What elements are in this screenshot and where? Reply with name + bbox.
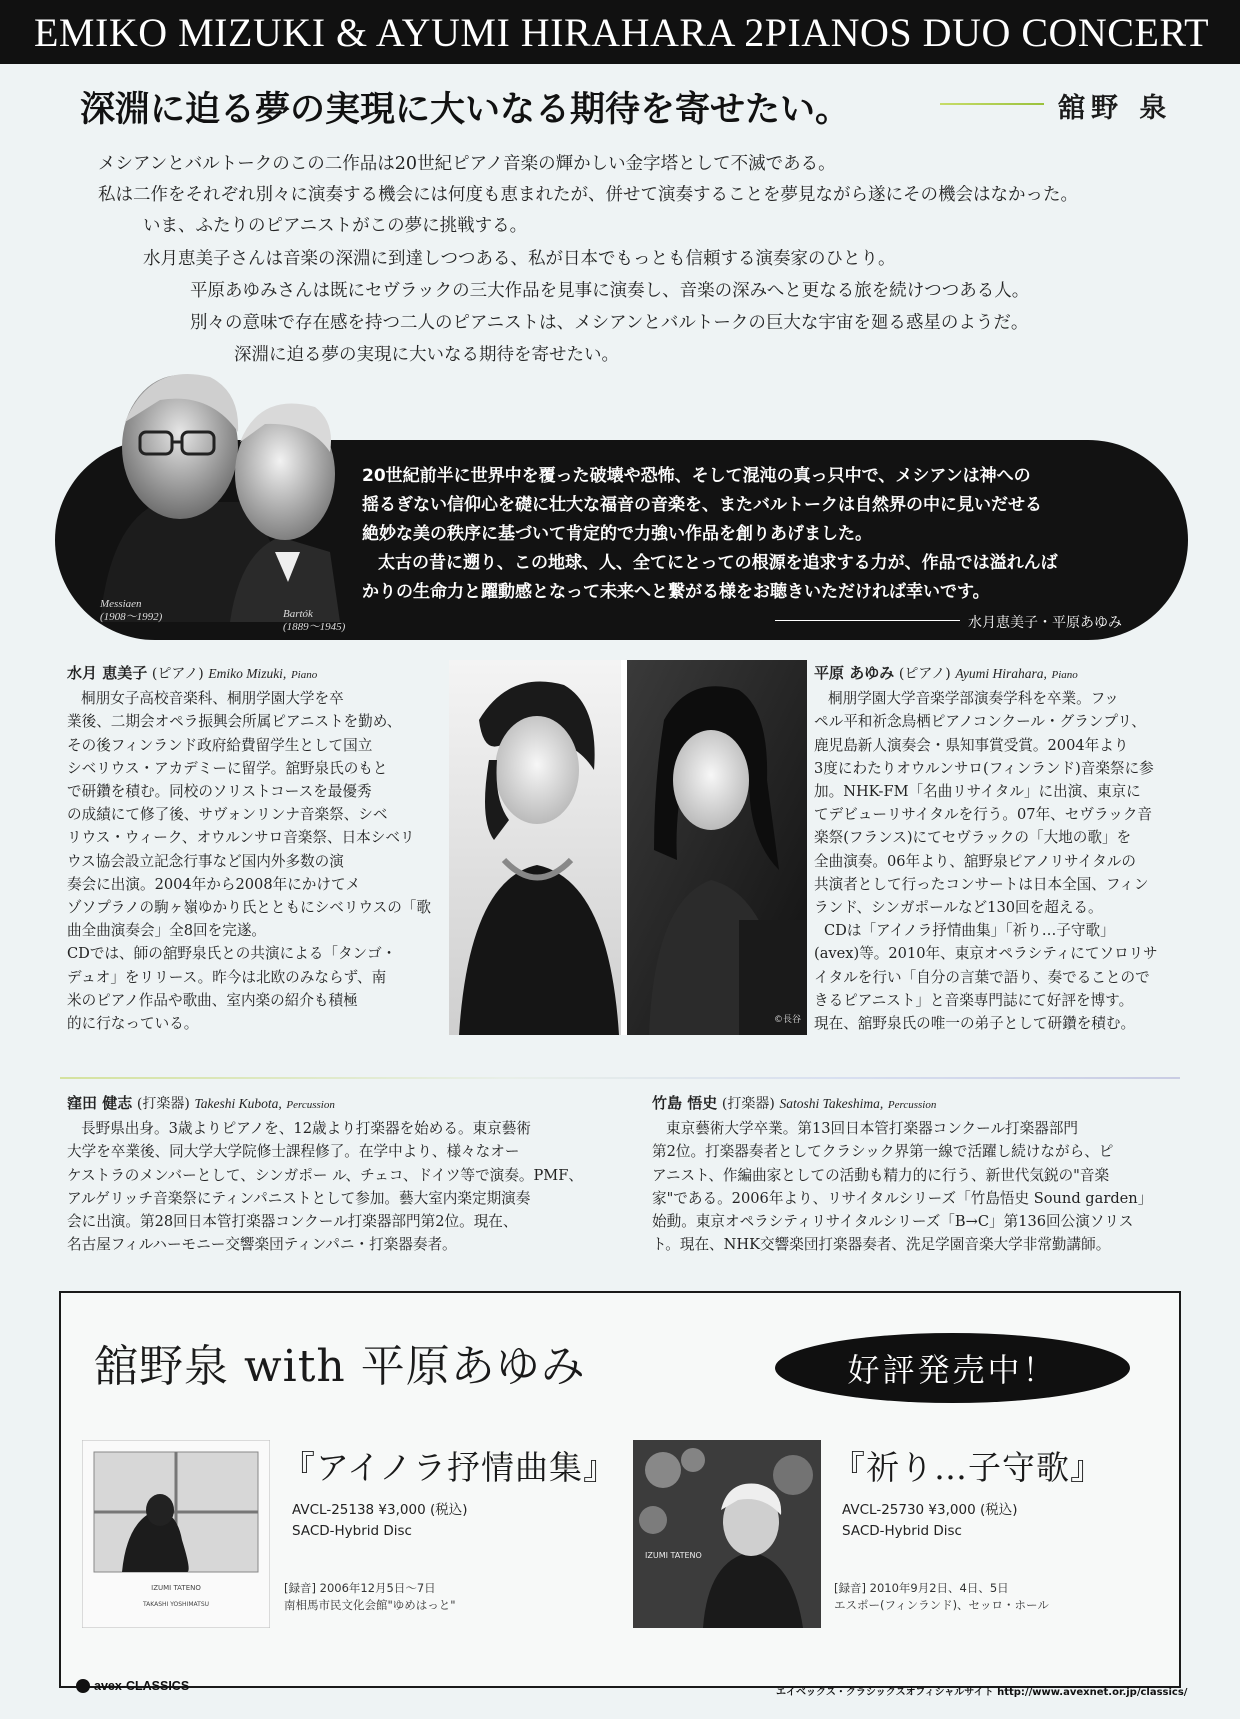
bio-line: ケストラのメンバーとして、シンガポー ル、チェコ、ドイツ等で演奏。PMF、 (67, 1166, 583, 1184)
bio-line: 東京藝術大学卒業。第13回日本管打楽器コンクール打楽器部門 (666, 1120, 1079, 1138)
bio-line: ランド、シンガポールなど130回を超える。 (814, 899, 1103, 917)
performer-roman-role: Piano (290, 669, 318, 681)
bio-line: 楽祭(フランス)にてセヴラックの「大地の歌」を (814, 829, 1132, 847)
bio-line: 始動。東京オペラシティリサイタルシリーズ「B→C」第136回公演ソリス (652, 1213, 1134, 1231)
quote-line: かりの生命力と躍動感となって未来へと繋がる様をお聴きいただければ幸いです。 (362, 582, 990, 602)
quote-sign-rule (775, 620, 960, 621)
quote-line: 20世紀前半に世界中を覆った破壊や恐怖、そして混沌の真っ只中で、メシアンは神への (362, 466, 1031, 486)
cd-format: SACD-Hybrid Disc (292, 1523, 412, 1539)
performer-role: (打楽器) (721, 1096, 775, 1112)
performer-role: (ピアノ) (151, 666, 204, 682)
intro-line: 水月恵美子さんは音楽の深淵に到達しつつある、私が日本でもっとも信頼する演奏家のひとり。 (143, 249, 896, 269)
bio-line: てデビューリサイタルを行う。07年、セヴラック音 (814, 806, 1153, 824)
intro-line: 深淵に迫る夢の実現に大いなる期待を寄せたい。 (234, 345, 619, 365)
bio-line: ゾソプラノの駒ヶ嶺ゆかり氏とともにシベリウスの「歌 (67, 899, 431, 917)
bio-line: ト。現在、NHK交響楽団打楽器奏者、洗足学園音楽大学非常勤講師。 (652, 1236, 1111, 1254)
performer-role: (ピアノ) (898, 666, 951, 682)
cd-recording-inori (834, 1580, 1049, 1614)
bio-line: ペル平和祈念鳥栖ピアノコンクール・グランプリ、 (814, 713, 1146, 731)
label-logo[interactable] (76, 1679, 189, 1693)
performer-role: (打楽器) (136, 1096, 190, 1112)
label-logo-text: avex-CLASSICS (94, 1679, 190, 1693)
cd-format: SACD-Hybrid Disc (842, 1523, 962, 1539)
quote-text (362, 462, 1142, 607)
photo-credit: ©長谷 (774, 1015, 802, 1025)
bartok-years: (1889〜1945) (283, 621, 346, 633)
cd-code-price: AVCL-25138 ¥3,000 (税込) (292, 1502, 468, 1518)
bio-line: CDでは、師の舘野泉氏との共演による「タンゴ・ (67, 945, 397, 963)
bio-line: 米のピアノ作品や歌曲、室内楽の紹介も積極 (67, 991, 358, 1009)
performer-name: 水月 恵美子 (67, 664, 148, 682)
performers-photo (449, 660, 807, 1035)
bio-line: 会に出演。第28回日本管打楽器コンクール打楽器部門第2位。現在、 (67, 1213, 518, 1231)
bio-line: 長野県出身。3歳よりピアノを、12歳より打楽器を始める。東京藝術 (81, 1120, 531, 1138)
quote-signature: 水月恵美子・平原あゆみ (968, 615, 1122, 631)
bio-line: 全曲演奏。06年より、舘野泉ピアノリサイタルの (814, 852, 1136, 870)
bio-line: 曲全曲演奏会」全8回を完遂。 (67, 922, 267, 940)
headline: 深淵に迫る夢の実現に大いなる期待を寄せたい。 (80, 90, 851, 130)
cd-cover-text: IZUMI TATENO (645, 1551, 702, 1560)
bio-line: その後フィンランド政府給費留学生として国立 (67, 736, 373, 754)
quote-line: 揺るぎない信仰心を礎に壮大な福音の音楽を、またバルトークは自然界の中に見いだせる (362, 495, 1042, 515)
cd-cover-text: IZUMI TATENO (151, 1584, 201, 1592)
avex-logo-icon (76, 1679, 90, 1693)
bio-kubota (67, 1092, 627, 1256)
bio-mizuki (67, 662, 442, 1035)
section-divider (60, 1077, 1180, 1079)
intro-line: いま、ふたりのピアニストがこの夢に挑戦する。 (143, 216, 528, 236)
bio-line: 名古屋フィルハーモニー交響楽団ティンパニ・打楽器奏者。 (67, 1236, 457, 1254)
cd-meta-ainola (292, 1500, 468, 1542)
intro-line: 平原あゆみさんは既にセヴラックの三大作品を見事に演奏し、音楽の深みへと更なる旅を続けつつある人。 (190, 281, 1030, 301)
cd-cover-text: TAKASHI YOSHIMATSU (142, 1601, 210, 1608)
bio-line: 大学を卒業後、同大学大学院修士課程修了。在学中より、様々なオー (67, 1143, 520, 1161)
official-site-link[interactable]: エイベックス・クラシックスオフィシャルサイト http://www.avexnet.or.jp/classics/ (776, 1687, 1188, 1698)
bio-takeshima (652, 1092, 1212, 1256)
cd-meta-inori (842, 1500, 1018, 1542)
quote-line: 太古の昔に遡り、この地球、人、全てにとっての根源を追求する力が、作品では溢れんば (378, 553, 1058, 573)
bio-line: 共演者として行ったコンサートは日本全国、フィン (814, 875, 1149, 893)
bio-line: アルゲリッチ音楽祭にティンパニストとして参加。藝大室内楽定期演奏 (67, 1189, 531, 1207)
on-sale-badge (775, 1333, 1130, 1403)
cd-name-ainola: 『アイノラ抒情曲集』 (282, 1448, 618, 1487)
cd-cover-inori[interactable] (633, 1440, 821, 1628)
bartok-name: Bartók (283, 608, 313, 620)
cd-rec-date: [録音] 2006年12月5日〜7日 (284, 1581, 436, 1595)
bio-line: きるピアニスト」と音楽専門誌にて好評を博す。 (814, 991, 1134, 1009)
bio-line: の成績にて修了後、サヴォンリンナ音楽祭、シベ (67, 806, 388, 824)
bio-line: 3度にわたりオウルンサロ(フィンランド)音楽祭に参 (814, 759, 1154, 777)
bio-line: リウス・ウィーク、オウルンサロ音楽祭、日本シベリ (67, 829, 415, 847)
bio-line: ウス協会設立記念行事など国内外多数の演 (67, 852, 344, 870)
performer-roman-role: Percussion (887, 1099, 937, 1111)
bio-hirahara (814, 662, 1189, 1035)
cd-section-title: 舘野泉 with 平原あゆみ (94, 1341, 586, 1392)
intro-line: メシアンとバルトークのこの二作品は20世紀ピアノ音楽の輝かしい金字塔として不滅である。 (98, 154, 836, 174)
performer-name: 竹島 悟史 (652, 1094, 718, 1112)
cd-rec-place: エスポー(フィンランド)、セッロ・ホール (834, 1598, 1049, 1612)
bio-line: 現在、舘野泉氏の唯一の弟子として研鑽を積む。 (814, 1015, 1136, 1033)
composer-portraits (90, 352, 340, 632)
header-banner (0, 0, 1240, 64)
messiaen-name: Messiaen (100, 598, 142, 610)
bio-line: 的に行なっている。 (67, 1015, 199, 1033)
bio-line: 第2位。打楽器奏者としてクラシック界第一線で活躍し続けながら、ピ (652, 1143, 1114, 1161)
bio-line: 加。NHK-FM「名曲リサイタル」に出演、東京に (814, 783, 1141, 801)
on-sale-text: 好評発売中！ (847, 1351, 1058, 1389)
concert-title: EMIKO MIZUKI & AYUMI HIRAHARA 2PIANOS DUO CONCERT (34, 9, 1210, 55)
performer-roman-name: Satoshi Takeshima, (779, 1096, 884, 1111)
bio-line: CDは「アイノラ抒情曲集」「祈り…子守歌」 (824, 922, 1115, 940)
bio-line: (avex)等。2010年、東京オペラシティにてソロリサ (814, 945, 1158, 963)
bio-line: イタルを行い「自分の言葉で語り、奏でることので (814, 968, 1150, 986)
cd-code-price: AVCL-25730 ¥3,000 (税込) (842, 1502, 1018, 1518)
bio-line: 鹿児島新人演奏会・県知事賞受賞。2004年より (814, 736, 1129, 754)
bio-line: 桐朋学園大学音楽学部演奏学科を卒業。フッ (828, 690, 1119, 708)
headline-author: 舘野 泉 (1058, 93, 1173, 124)
intro-line: 別々の意味で存在感を持つ二人のピアニストは、メシアンとバルトークの巨大な宇宙を廻る惑星のようだ。 (190, 313, 1029, 333)
cd-rec-date: [録音] 2010年9月2日、4日、5日 (834, 1581, 1009, 1595)
cd-rec-place: 南相馬市民文化会館"ゆめはっと" (284, 1598, 456, 1612)
bio-line: アニスト、作編曲家としての活動も精力的に行う、新世代気鋭の"音楽 (652, 1166, 1110, 1184)
performer-roman-role: Percussion (286, 1099, 335, 1111)
cd-recording-ainola (284, 1580, 456, 1614)
performer-roman-name: Takeshi Kubota, (194, 1096, 282, 1111)
performer-roman-name: Ayumi Hirahara, (955, 666, 1047, 681)
headline-rule (940, 103, 1044, 105)
performer-roman-role: Piano (1051, 669, 1078, 681)
bio-line: で研鑽を積む。同校のソリストコースを最優秀 (67, 783, 372, 801)
cd-cover-ainola[interactable] (82, 1440, 270, 1628)
bio-line: 桐朋女子高校音楽科、桐朋学園大学を卒 (81, 690, 344, 708)
performer-name: 平原 あゆみ (814, 664, 895, 682)
bio-line: 奏会に出演。2004年から2008年にかけてメ (67, 875, 361, 893)
bio-line: 家"である。2006年より、リサイタルシリーズ「竹島悟史 Sound garden」 (652, 1189, 1153, 1207)
performer-roman-name: Emiko Mizuki, (208, 666, 287, 681)
bio-line: デュオ」をリリース。昨今は北欧のみならず、南 (67, 968, 387, 986)
messiaen-years: (1908〜1992) (100, 611, 163, 623)
performer-name: 窪田 健志 (67, 1094, 133, 1112)
bio-line: シベリウス・アカデミーに留学。舘野泉氏のもと (67, 759, 388, 777)
cd-name-inori: 『祈り…子守歌』 (832, 1448, 1104, 1487)
bio-line: 業後、二期会オペラ振興会所属ピアニストを勤め、 (67, 713, 402, 731)
bartok-caption (283, 608, 345, 634)
quote-line: 絶妙な美の秩序に基づいて肯定的で力強い作品を創りあげました。 (362, 524, 872, 544)
messiaen-caption (100, 598, 162, 624)
intro-line: 私は二作をそれぞれ別々に演奏する機会には何度も恵まれたが、併せて演奏することを夢見ながら遂にその機会はなかった。 (98, 185, 1078, 205)
